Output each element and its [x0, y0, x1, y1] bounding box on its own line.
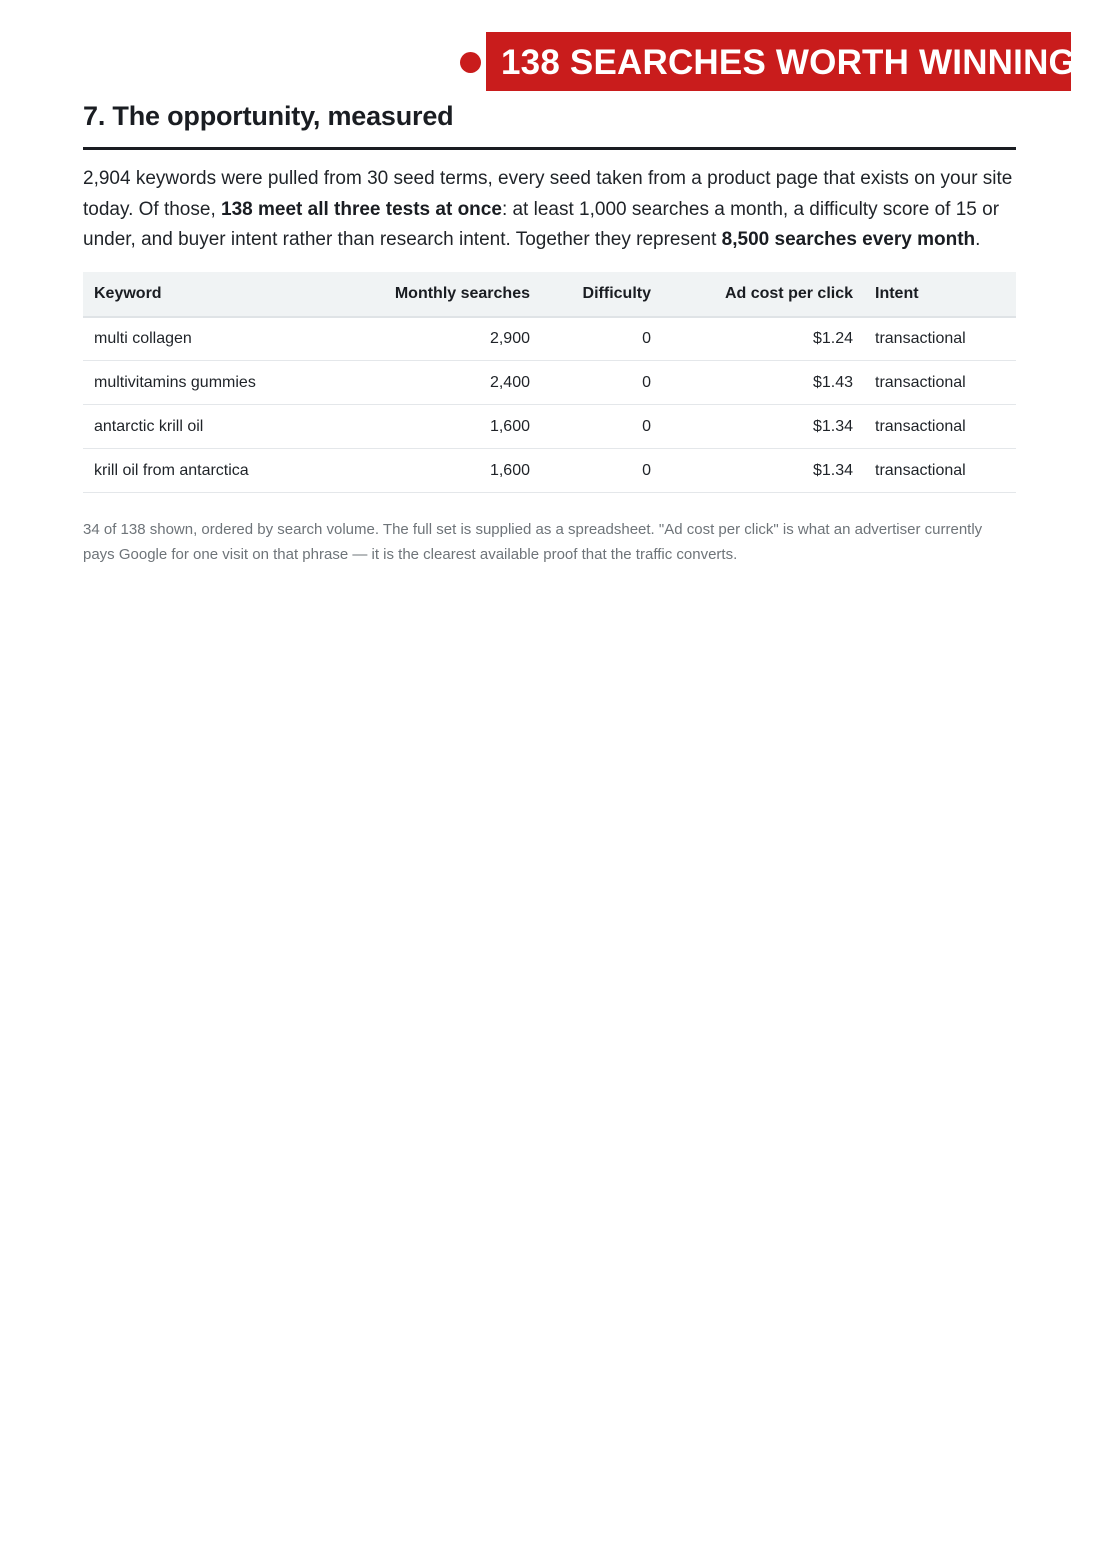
cell-difficulty: 0: [541, 361, 662, 405]
intro-highlight-volume: 8,500 searches every month: [721, 229, 976, 250]
cell-monthly-searches: 1,600: [329, 405, 541, 449]
cell-difficulty: 0: [541, 449, 662, 493]
column-header-intent: Intent: [864, 272, 1016, 317]
intro-paragraph: [83, 164, 1016, 256]
cell-intent: transactional: [864, 361, 1016, 405]
cell-ad-cost: $1.43: [662, 361, 864, 405]
table-row: [83, 449, 1016, 493]
cell-difficulty: 0: [541, 405, 662, 449]
table-footnote: 34 of 138 shown, ordered by search volume. The full set is supplied as a spreadsheet. "Ad cost per click" is what an advertiser currently pays Google for one visit on that phrase — it is the clearest available proof that the traffic converts.: [83, 521, 983, 563]
intro-text-1: 2,904 keywords were pulled from 30 seed terms, every seed taken from a product page that exists on your site today. Of those,: [83, 168, 1013, 220]
banner-dot-icon: [460, 52, 481, 73]
cell-intent: transactional: [864, 405, 1016, 449]
column-header-keyword: Keyword: [83, 272, 329, 317]
cell-keyword: krill oil from antarctica: [83, 449, 329, 493]
cell-keyword: multi collagen: [83, 317, 329, 361]
banner-title: 138 SEARCHES WORTH WINNING: [501, 43, 1076, 82]
column-header-ad-cost: Ad cost per click: [662, 272, 864, 317]
keyword-table: [83, 272, 1016, 494]
cell-intent: transactional: [864, 317, 1016, 361]
opportunity-section: [83, 98, 1016, 567]
table-row: [83, 317, 1016, 361]
cell-ad-cost: $1.24: [662, 317, 864, 361]
intro-text-3: .: [975, 229, 981, 250]
cell-intent: transactional: [864, 449, 1016, 493]
table-header-row: [83, 272, 1016, 317]
cell-monthly-searches: 2,900: [329, 317, 541, 361]
cell-monthly-searches: 1,600: [329, 449, 541, 493]
cell-keyword: multivitamins gummies: [83, 361, 329, 405]
cell-ad-cost: $1.34: [662, 405, 864, 449]
cell-keyword: antarctic krill oil: [83, 405, 329, 449]
column-header-difficulty: Difficulty: [541, 272, 662, 317]
column-header-monthly-searches: Monthly searches: [329, 272, 541, 317]
intro-text-2: : at least 1,000 searches a month, a difficulty score of 15 or under, and buyer intent rather than research intent. Together they represent: [83, 198, 1000, 250]
section-banner: [486, 32, 1076, 91]
intro-highlight-qualifying: 138 meet all three tests at once: [221, 198, 502, 220]
cell-difficulty: 0: [541, 317, 662, 361]
table-row: [83, 361, 1016, 405]
cell-ad-cost: $1.34: [662, 449, 864, 493]
table-row: [83, 405, 1016, 449]
cell-monthly-searches: 2,400: [329, 361, 541, 405]
section-heading: 7. The opportunity, measured: [83, 98, 1016, 150]
